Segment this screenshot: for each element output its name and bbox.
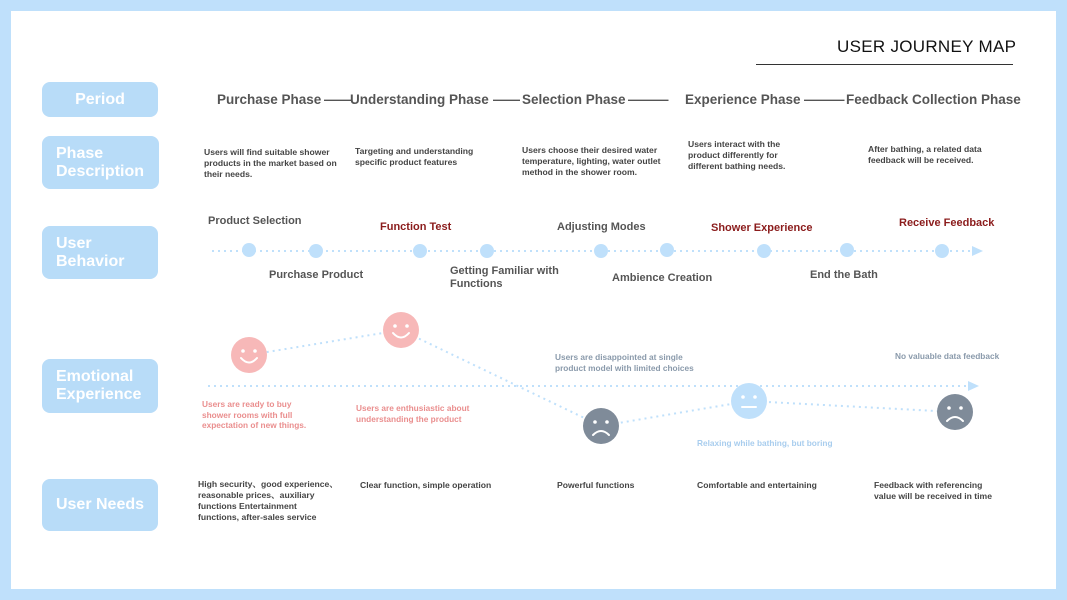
- behavior-node: [935, 244, 949, 258]
- emotion-text-feedback: No valuable data feedback: [895, 351, 1000, 361]
- behavior-end-the-bath: End the Bath: [810, 269, 878, 281]
- behavior-node: [242, 243, 256, 257]
- phase-separator: ———: [628, 92, 669, 107]
- need-understanding: Clear function, simple operation: [360, 480, 492, 490]
- description-selection: Users choose their desired water temperature, lighting, water outlet method in the shower room.: [522, 145, 661, 177]
- phase-experience: Experience Phase: [685, 92, 801, 107]
- smile-face-icon: [231, 337, 267, 373]
- neutral-face-icon: [731, 383, 767, 419]
- phase-feedback-collection: Feedback Collection Phase: [846, 92, 1021, 107]
- sad-face-icon: [583, 408, 619, 444]
- behavior-purchase-product: Purchase Product: [269, 269, 364, 281]
- emotion-text-understanding: Users are enthusiastic about understanding the product: [356, 403, 470, 424]
- behavior-node: [757, 244, 771, 258]
- behavior-ambience-creation: Ambience Creation: [612, 272, 713, 284]
- need-selection: Powerful functions: [557, 480, 635, 490]
- behavior-node: [594, 244, 608, 258]
- need-feedback: Feedback with referencing value will be received in time: [874, 480, 992, 501]
- page-title: USER JOURNEY MAP: [837, 37, 1017, 56]
- phase-separator: ———: [804, 92, 845, 107]
- behavior-receive-feedback: Receive Feedback: [899, 217, 995, 229]
- behavior-node: [309, 244, 323, 258]
- description-understanding: Targeting and understanding specific product features: [355, 146, 474, 167]
- behavior-function-test: Function Test: [380, 221, 452, 233]
- behavior-adjusting-modes: Adjusting Modes: [557, 221, 646, 233]
- emotion-text-selection: Users are disappointed at single product model with limited choices: [555, 352, 694, 373]
- label-emotional-experience: Emotional Experience: [42, 359, 158, 413]
- description-purchase: Users will find suitable shower products in the market based on their needs.: [204, 147, 337, 179]
- label-period: Period: [42, 82, 158, 117]
- behavior-product-selection: Product Selection: [208, 215, 302, 227]
- phase-understanding: Understanding Phase: [350, 92, 489, 107]
- emotion-text-purchase: Users are ready to buy shower rooms with full expectation of new things.: [202, 399, 307, 430]
- smile-face-icon: [383, 312, 419, 348]
- label-user-needs: User Needs: [42, 479, 158, 531]
- label-phase-description: Phase Description: [42, 136, 159, 189]
- need-experience: Comfortable and entertaining: [697, 480, 817, 490]
- behavior-node: [480, 244, 494, 258]
- label-user-behavior: User Behavior: [42, 226, 158, 279]
- description-experience: Users interact with the product differently for different bathing needs.: [688, 139, 786, 171]
- behavior-node: [413, 244, 427, 258]
- phase-separator: ——: [324, 92, 351, 107]
- behavior-node: [660, 243, 674, 257]
- phase-purchase: Purchase Phase: [217, 92, 322, 107]
- description-feedback: After bathing, a related data feedback will be received.: [868, 144, 982, 165]
- behavior-node: [840, 243, 854, 257]
- need-purchase: High security、good experience、 reasonable prices、auxiliary functions Entertainment functions, after-sales service: [198, 479, 338, 522]
- phase-selection: Selection Phase: [522, 92, 626, 107]
- emotion-text-experience: Relaxing while bathing, but boring: [697, 438, 833, 448]
- arrow-right-icon: [972, 246, 983, 256]
- behavior-getting-familiar: Getting Familiar with Functions: [450, 265, 559, 290]
- arrow-right-icon: [968, 381, 979, 391]
- behavior-shower-experience: Shower Experience: [711, 222, 813, 234]
- phase-separator: ——: [493, 92, 520, 107]
- sad-face-icon: [937, 394, 973, 430]
